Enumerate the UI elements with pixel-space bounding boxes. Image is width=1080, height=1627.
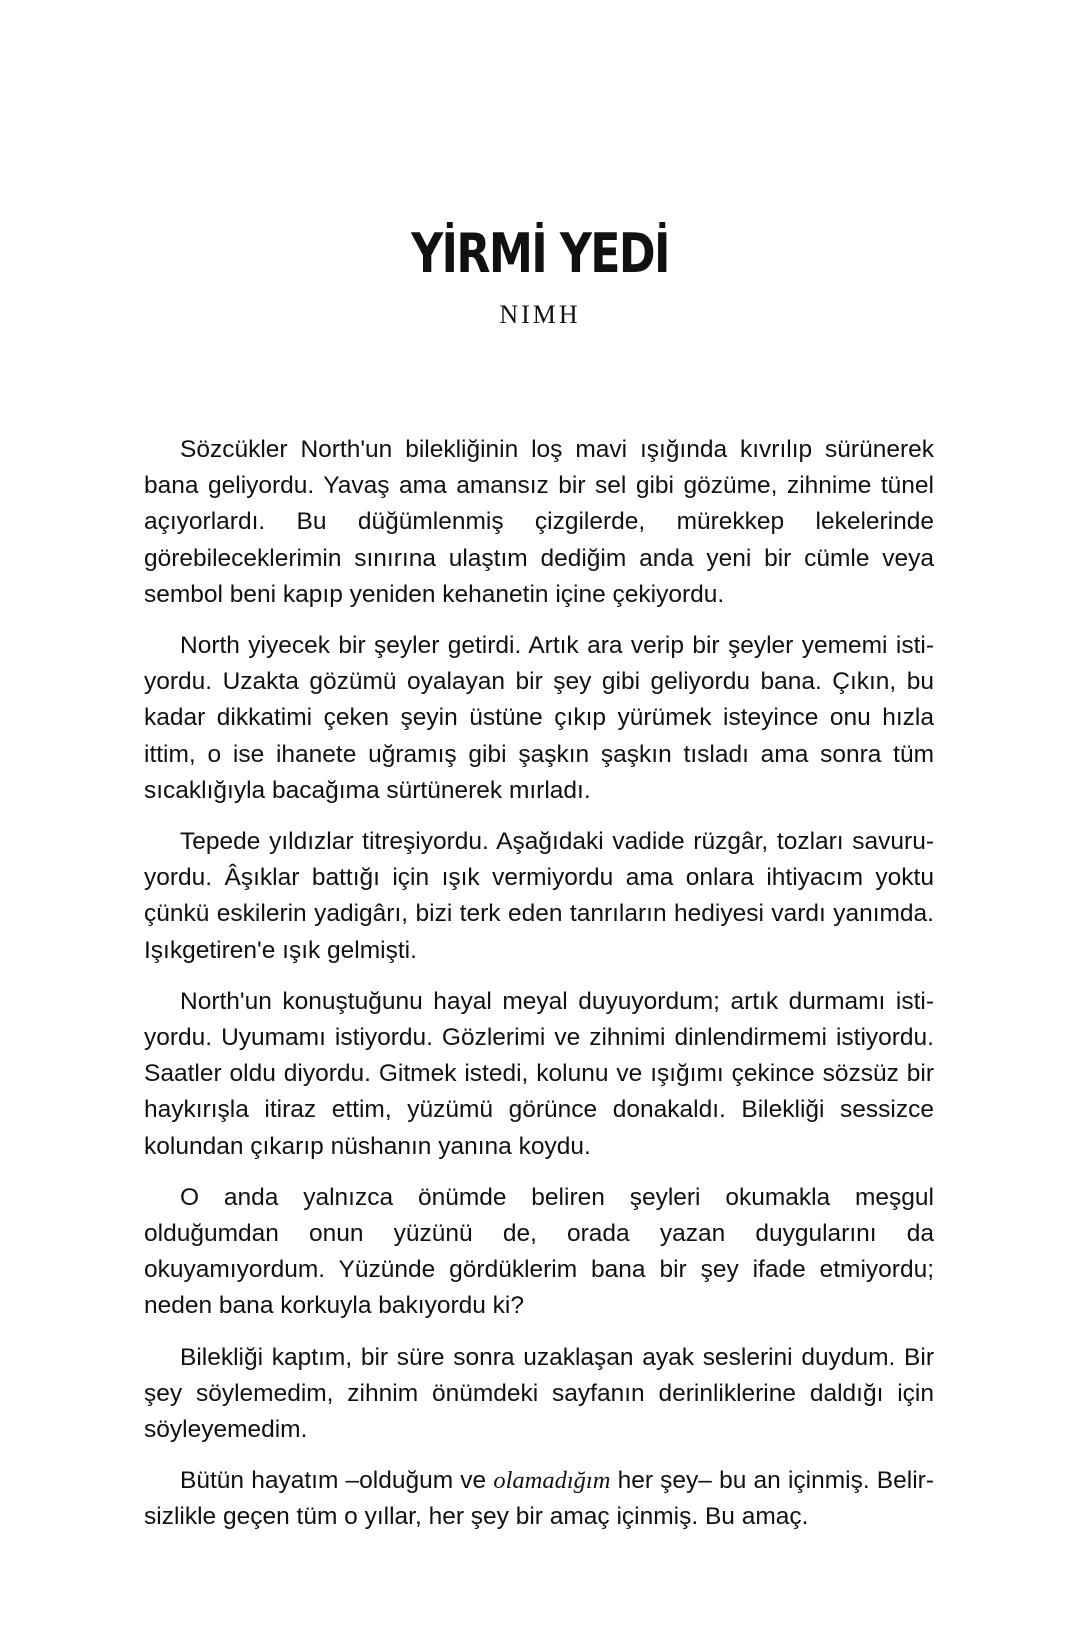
- paragraph-text: her şey– bu an içinmiş. Belirsizlikle geçen tüm o yıllar, her şey bir amaç içinmiş. Bu amaç.: [144, 1467, 934, 1531]
- body-text: [144, 432, 934, 1551]
- paragraph-last: [144, 1463, 934, 1535]
- paragraph: Bilekliği kaptım, bir süre sonra uzaklaşan ayak seslerini duydum. Bir şey söylemedim, zihnim önümdeki sayfanın derinliklerine daldığı için söyleyemedim.: [144, 1343, 934, 1444]
- emphasis-text: olamadığım: [493, 1467, 611, 1495]
- paragraph: North yiyecek bir şeyler getirdi. Artık ara verip bir şeyler yememi istiyordu. Uzakta gözümü oyalayan bir şey gibi geliyordu bana. Çıkın, bu kadar dikkatimi çeken şeyin üstüne çıkıp yürümek isteyince onu hızla ittim, o ise ihanete uğramış gibi şaşkın şaşkın tısladı ama sonra tüm sıcaklığıyla bacağıma sürtünerek mırladı.: [144, 632, 934, 804]
- chapter-subtitle: NIMH: [499, 300, 581, 329]
- paragraph: North'un konuştuğunu hayal meyal duyuyordum; artık durmamı istiyordu. Uyumamı istiyordu. Gözlerimi ve zihnimi dinlendirmemi istiyordu. Saatler oldu diyordu. Gitmek istedi, kolunu ve ışığımı çekince sözsüz bir haykırışla itiraz ettim, yüzümü görünce donakaldı. Bilekliği sessizce kolundan çıkarıp nüshanın yanına koydu.: [144, 987, 934, 1160]
- paragraph: Sözcükler North'un bilekliğinin loş mavi ışığında kıvrılıp sürünerek bana geliyordu. Yavaş ama amansız bir sel gibi gözüme, zihnime tünel açıyorlardı. Bu düğümlenmiş çizgilerde, mürekkep lekelerinde görebileceklerimin sınırına ulaştım dediğim anda yeni bir cümle veya sembol beni kapıp yeniden kehanetin içine çekiyordu.: [144, 436, 934, 608]
- paragraph: O anda yalnızca önümde beliren şeyleri okumakla meşgul olduğumdan onun yüzünü de, orada yazan duygularını da okuyamıyordum. Yüzünde gördüklerim bana bir şey ifade etmiyordu; neden bana korkuyla bakıyordu ki?: [144, 1183, 934, 1320]
- paragraph-text: Bütün hayatım –olduğum ve: [180, 1467, 494, 1495]
- chapter-title: YİRMİ YEDİ: [411, 222, 669, 285]
- paragraph: Tepede yıldızlar titreşiyordu. Aşağıdaki vadide rüzgâr, tozları savuruyordu. Âşıklar battığı için ışık vermiyordu ama onlara ihtiyacım yoktu çünkü eskilerin yadigârı, bizi terk eden tanrıların hediyesi vardı yanımda. Işıkgetiren'e ışık gelmişti.: [144, 828, 934, 964]
